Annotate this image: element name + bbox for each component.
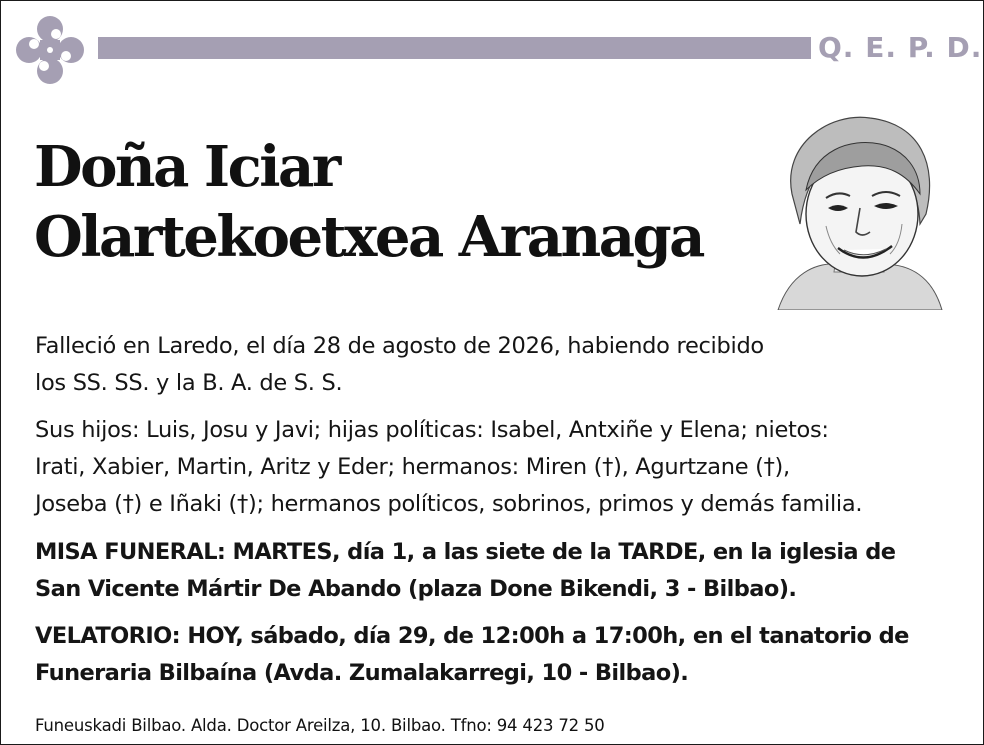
wake-paragraph [35, 618, 909, 692]
family-line: Irati, Xabier, Martin, Aritz y Eder; hermanos: Miren (†), Agurtzane (†), [35, 454, 790, 480]
funeral-home-footer: Funeuskadi Bilbao. Alda. Doctor Areilza, 10. Bilbao. Tfno: 94 423 72 50 [35, 716, 605, 735]
funeral-line: MISA FUNERAL: MARTES, día 1, a las siete de la TARDE, en la iglesia de [35, 539, 896, 565]
family-line: Joseba (†) e Iñaki (†); hermanos políticos, sobrinos, primos y demás familia. [35, 491, 863, 517]
name-line-1: Doña Iciar [34, 134, 339, 200]
family-line: Sus hijos: Luis, Josu y Javi; hijas políticas: Isabel, Antxiñe y Elena; nietos: [35, 417, 829, 443]
portrait-photo [770, 104, 948, 310]
funeral-line: San Vicente Mártir De Abando (plaza Done Bikendi, 3 - Bilbao). [35, 576, 797, 602]
funeral-mass-paragraph [35, 534, 895, 608]
death-notice-paragraph [35, 328, 764, 402]
header-band [98, 37, 811, 59]
wake-line: Funeraria Bilbaína (Avda. Zumalakarregi, 10 - Bilbao). [35, 660, 689, 686]
death-notice-line: Falleció en Laredo, el día 28 de agosto de 2026, habiendo recibido [35, 333, 764, 359]
name-line-2: Olartekoetxea Aranaga [34, 204, 703, 270]
deceased-name [34, 132, 703, 272]
family-paragraph [35, 412, 862, 523]
lauburu-icon [12, 12, 88, 88]
death-notice-line: los SS. SS. y la B. A. de S. S. [35, 370, 343, 396]
wake-line: VELATORIO: HOY, sábado, día 29, de 12:00h a 17:00h, en el tanatorio de [35, 623, 909, 649]
qepd-label: Q. E. P. D. [818, 31, 983, 64]
